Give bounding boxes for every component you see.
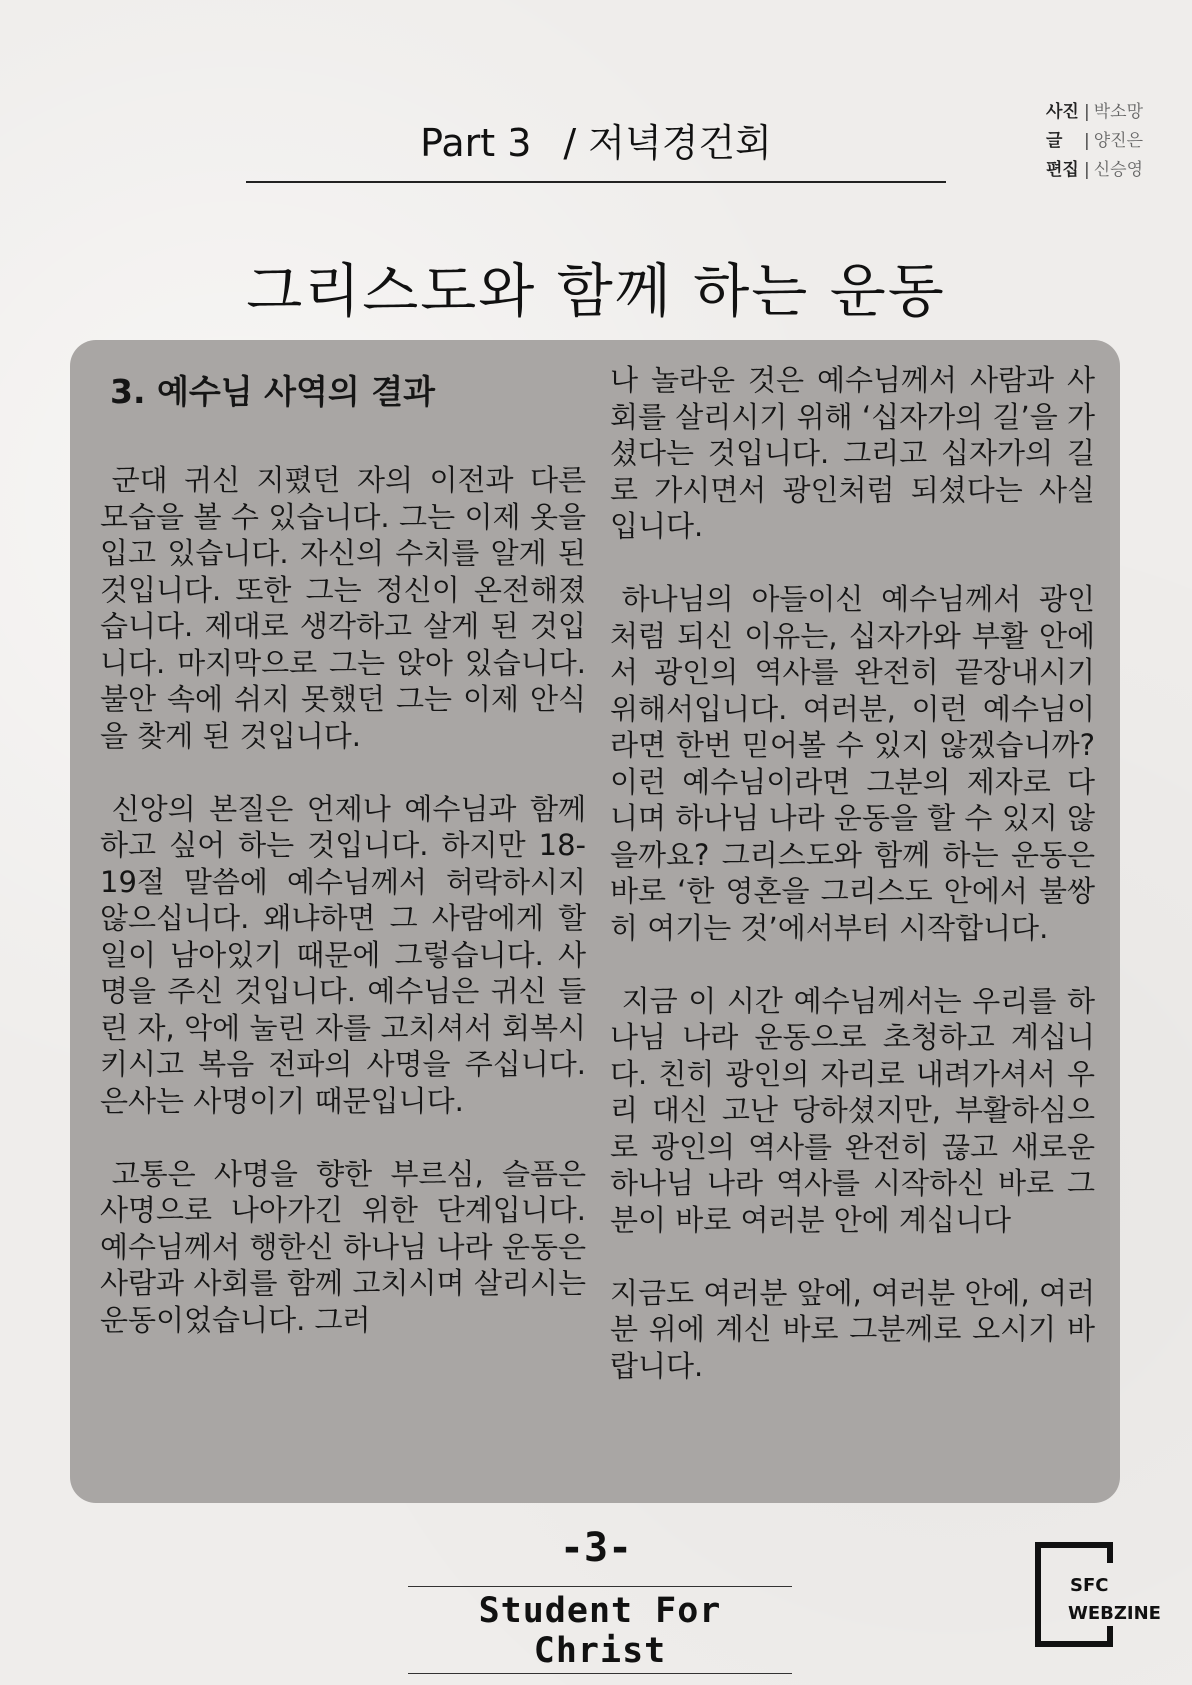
credit-separator: | bbox=[1084, 131, 1090, 151]
credit-writer bbox=[1046, 127, 1143, 156]
credits bbox=[1046, 98, 1143, 185]
credit-role: 사진 bbox=[1046, 102, 1079, 122]
section-label: / 저녁경건회 bbox=[563, 121, 772, 165]
credit-name: 양진은 bbox=[1093, 131, 1144, 151]
paragraph: 나 놀라운 것은 예수님께서 사람과 사회를 살리시기 위해 ‘십자가의 길’을 가셨다는 것입니다. 그리고 십자가의 길로 가시면서 광인처럼 되셨다는 사실입니다. bbox=[610, 363, 1095, 543]
paragraph: 하나님의 아들이신 예수님께서 광인처럼 되신 이유는, 십자가와 부활 안에서 광인의 역사를 완전히 끝장내시기 위해서입니다. 여러분, 이런 예수님이라면 한번 믿어볼 수 있지 않겠습니까? 이런 예수님이라면 그분의 제자로 다니며 하나님 나라 운동을 할 수 있지 않을까요? 그리스도와 함께 하는 운동은 바로 ‘한 영혼을 그리스도 안에서 불쌍히 여기는 것’에서부터 시작합니다. bbox=[610, 582, 1095, 945]
credit-separator: | bbox=[1084, 102, 1090, 122]
sfc-webzine-logo bbox=[1068, 1572, 1161, 1628]
paragraph: 신앙의 본질은 언제나 예수님과 함께하고 싶어 하는 것입니다. 하지만 18-19절 말씀에 예수님께서 허락하시지 않으십니다. 왜냐하면 그 사람에게 할 일이 남아있기 때문에 그렇습니다. 사명을 주신 것입니다. 예수님은 귀신 들린 자, 악에 눌린 자를 고치셔서 회복시키시고 복음 전파의 사명을 주십니다. 은사는 사명이기 때문입니다. bbox=[100, 791, 586, 1118]
credit-role: 편집 bbox=[1046, 160, 1079, 180]
section-heading: 3. 예수님 사역의 결과 bbox=[110, 372, 435, 411]
right-column bbox=[610, 362, 1095, 1421]
logo-line-2: WEBZINE bbox=[1068, 1603, 1161, 1624]
credit-name: 신승영 bbox=[1093, 160, 1144, 180]
credit-separator: | bbox=[1084, 160, 1090, 180]
credit-role: 글 bbox=[1046, 131, 1063, 151]
credit-photo bbox=[1046, 98, 1143, 127]
paragraph: 고통은 사명을 향한 부르심, 슬픔은 사명으로 나아가긴 위한 단계입니다. 예수님께서 행한신 하나님 나라 운동은 사람과 사회를 함께 고치시며 살리시는 운동이었습니다. 그러 bbox=[100, 1156, 586, 1337]
main-title: 그리스도와 함께 하는 운동 bbox=[246, 257, 946, 325]
header-divider bbox=[246, 181, 946, 183]
paragraph: 지금 이 시간 예수님께서는 우리를 하나님 나라 운동으로 초청하고 계십니다. 친히 광인의 자리로 내려가셔서 우리 대신 고난 당하셨지만, 부활하심으로 광인의 역사를 완전히 끊고 새로운 하나님 나라 역사를 시작하신 바로 그분이 바로 여러분 안에 계십니다 bbox=[610, 983, 1095, 1237]
logo-line-1: SFC bbox=[1070, 1575, 1109, 1596]
left-column bbox=[100, 362, 586, 1375]
part-label: Part 3 bbox=[420, 121, 532, 165]
paragraph: 군대 귀신 지폈던 자의 이전과 다른 모습을 볼 수 있습니다. 그는 이제 옷을 입고 있습니다. 자신의 수치를 알게 된 것입니다. 또한 그는 정신이 온전해졌습니다. 제대로 생각하고 살게 된 것입니다. 마지막으로 그는 앉아 있습니다. 불안 속에 쉬지 못했던 그는 이제 안식을 찾게 된 것입니다. bbox=[100, 463, 586, 753]
paragraph: 지금도 여러분 앞에, 여러분 안에, 여러분 위에 계신 바로 그분께로 오시기 바랍니다. bbox=[610, 1275, 1095, 1383]
credit-editor bbox=[1046, 156, 1143, 185]
organization-name: Student For Christ bbox=[408, 1586, 792, 1674]
credit-name: 박소망 bbox=[1093, 102, 1144, 122]
header-title bbox=[246, 112, 946, 167]
page-number: -3- bbox=[559, 1525, 633, 1571]
